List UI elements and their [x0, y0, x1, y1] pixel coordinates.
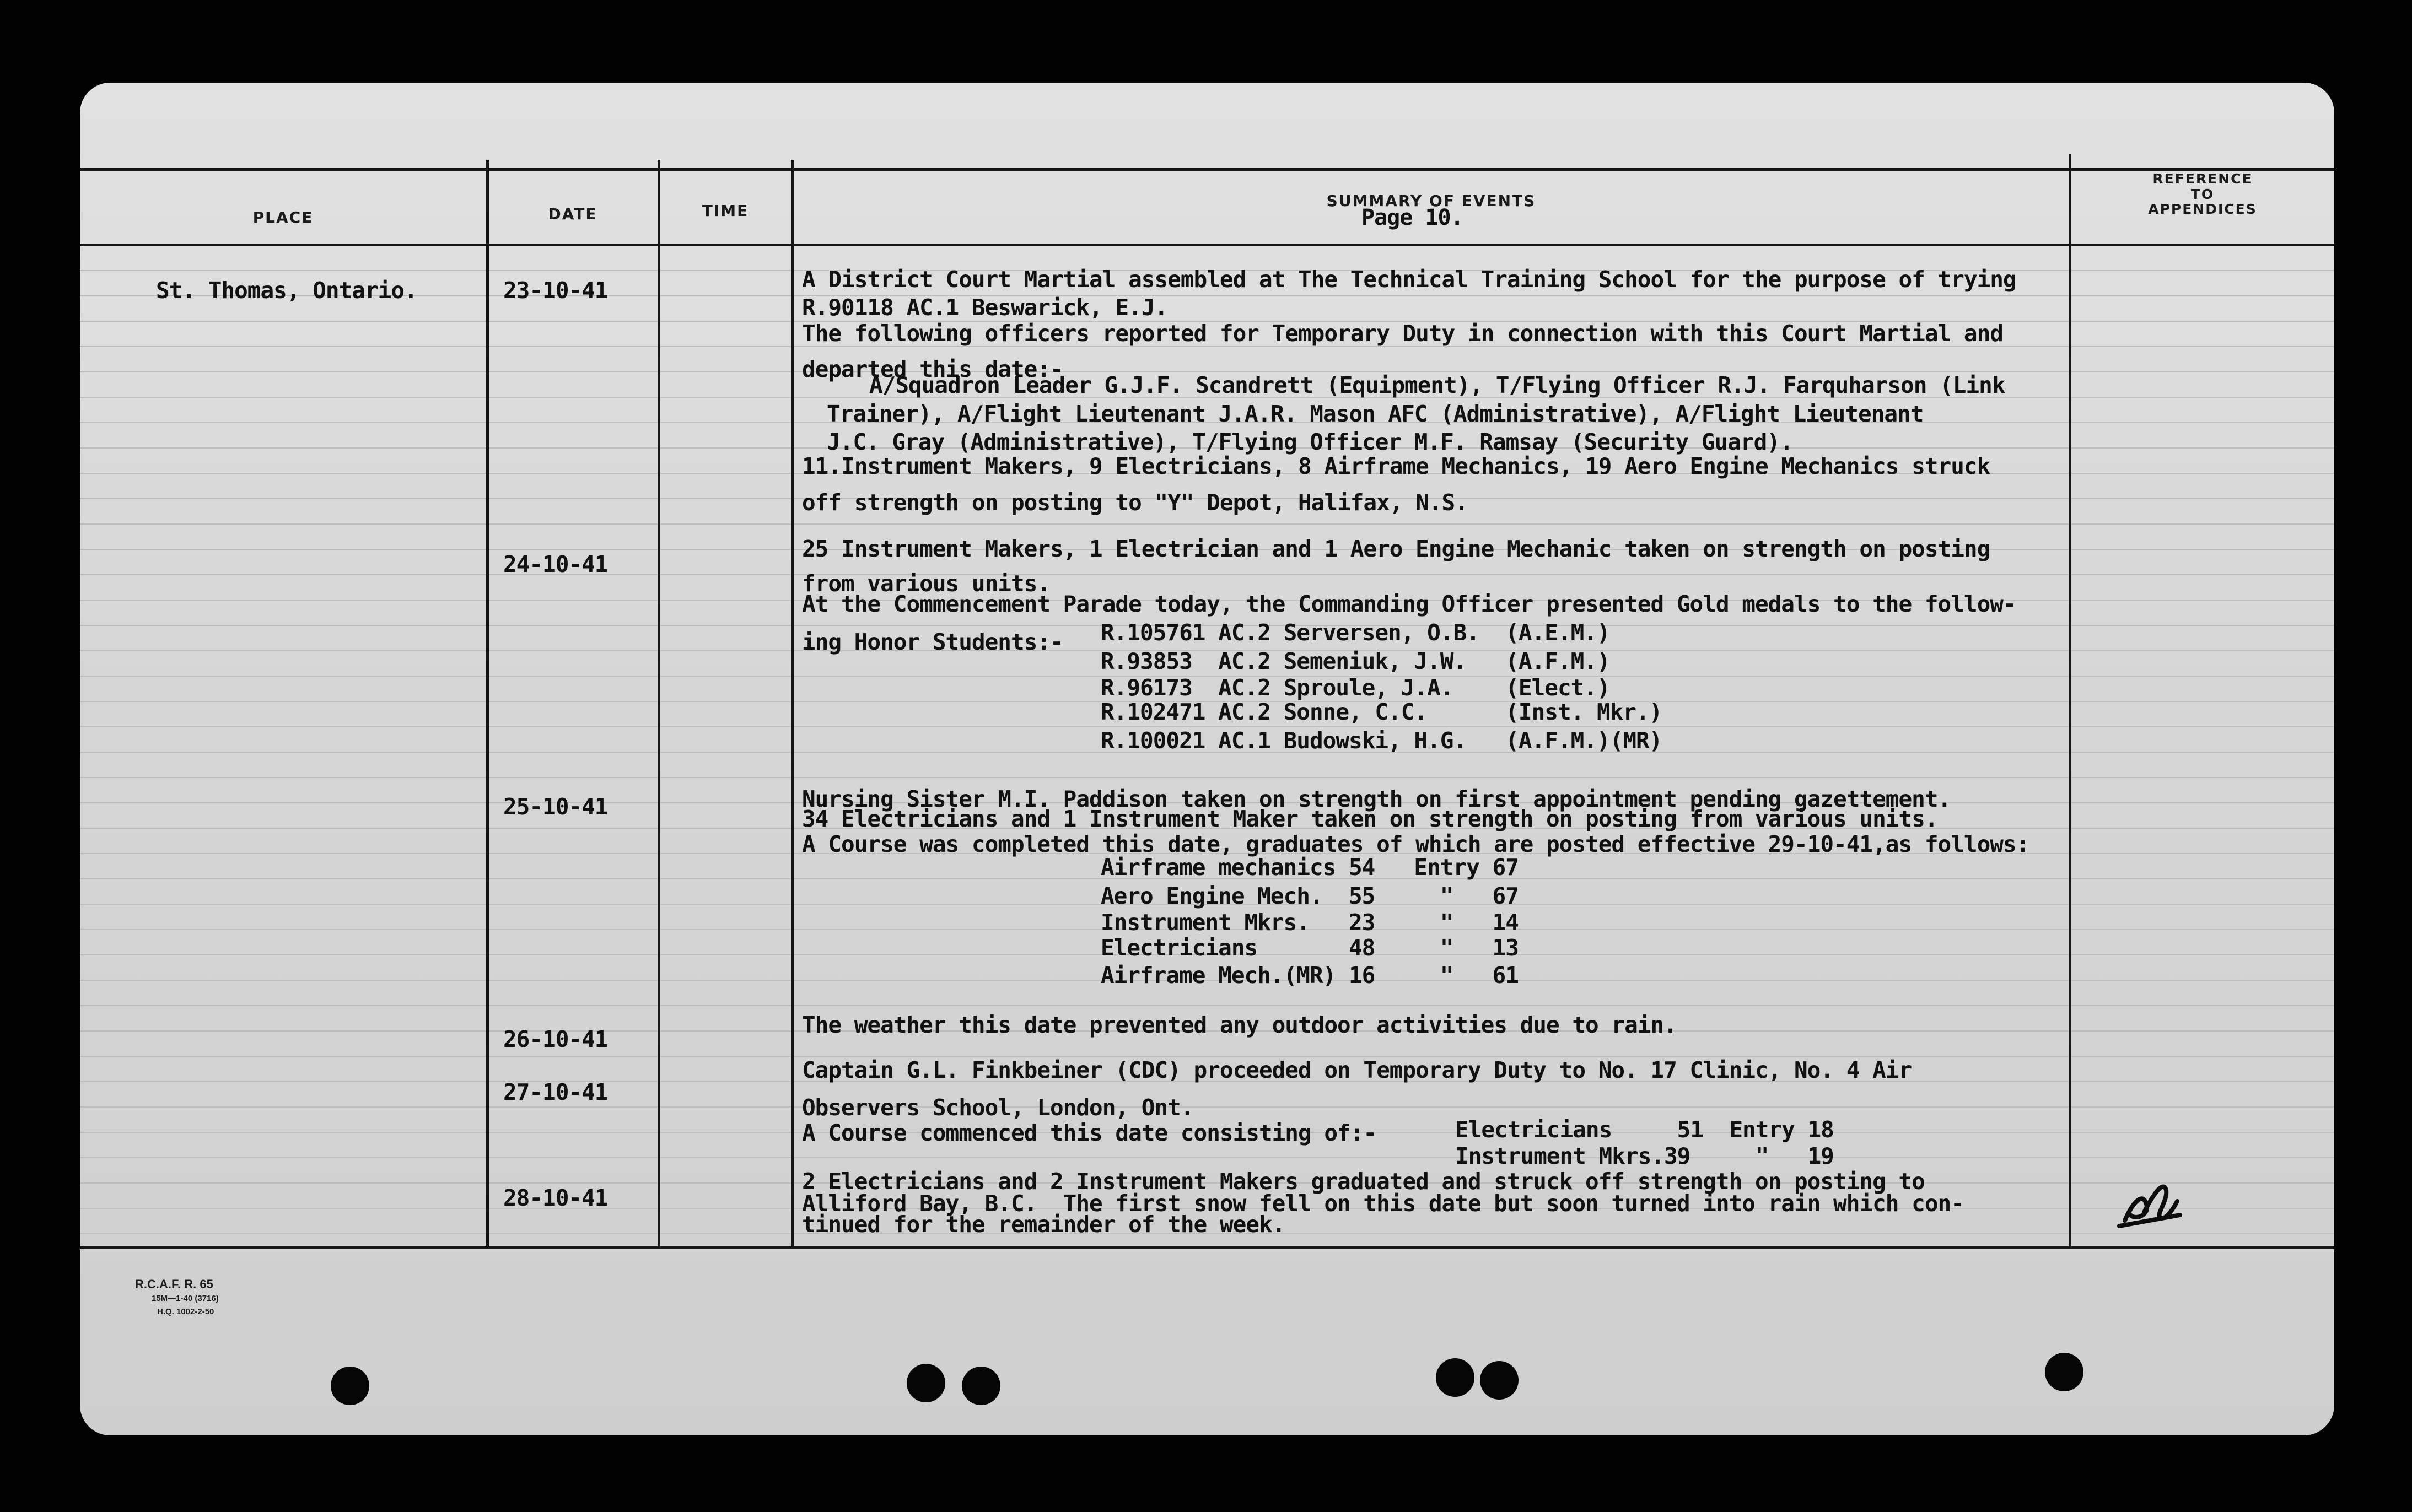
event-line: Observers School, London, Ont.	[802, 1094, 1194, 1121]
reference-header-line1: REFERENCE	[2152, 171, 2253, 187]
graduates-line: Airframe mechanics 54 Entry 67	[1101, 854, 1519, 881]
binder-hole	[1480, 1361, 1519, 1400]
event-line: tinued for the remainder of the week.	[802, 1211, 1285, 1238]
event-line: A Course was completed this date, graduates of which are posted effective 29-10-41,as follows:	[802, 831, 2029, 857]
place-column-header: PLACE	[252, 208, 314, 226]
honor-student-line: R.96173 AC.2 Sproule, J.A. (Elect.)	[1101, 674, 1610, 701]
honor-student-line: R.100021 AC.1 Budowski, H.G. (A.F.M.)(MR)	[1101, 727, 1662, 754]
event-line: Captain G.L. Finkbeiner (CDC) proceeded on Temporary Duty to No. 17 Clinic, No. 4 Air	[802, 1057, 1912, 1083]
event-line: At the Commencement Parade today, the Commanding Officer presented Gold medals to the follow-	[802, 591, 2016, 617]
date-column-header: DATE	[548, 205, 597, 223]
time-column-header: TIME	[702, 202, 749, 220]
graduates-line: Electricians 48 " 13	[1101, 935, 1519, 961]
date-time-divider	[658, 160, 660, 1248]
operations-record-card	[80, 83, 2334, 1435]
date-entry: 26-10-41	[503, 1026, 608, 1052]
table-bottom-rule	[80, 1246, 2334, 1249]
graduates-line: Instrument Mkrs. 23 " 14	[1101, 909, 1519, 936]
page-number: Page 10.	[1361, 205, 1463, 230]
honor-student-line: R.93853 AC.2 Semeniuk, J.W. (A.F.M.)	[1101, 648, 1610, 674]
binder-hole	[1436, 1358, 1474, 1397]
binder-hole	[2045, 1353, 2083, 1391]
graduates-line: Airframe Mech.(MR) 16 " 61	[1101, 962, 1519, 989]
event-line: A District Court Martial assembled at The Technical Training School for the purpose of trying	[802, 266, 2016, 293]
event-line: Trainer), A/Flight Lieutenant J.A.R. Mason AFC (Administrative), A/Flight Lieutenant	[827, 401, 1924, 427]
ruled-line	[80, 1157, 2334, 1158]
date-entry: 25-10-41	[503, 793, 608, 820]
date-entry: 23-10-41	[503, 277, 608, 304]
form-number: R.C.A.F. R. 65	[135, 1277, 213, 1291]
binder-hole	[962, 1367, 1000, 1405]
ruled-line	[80, 523, 2334, 525]
ruled-line	[80, 295, 2334, 296]
summary-reference-divider	[2069, 154, 2071, 1248]
event-line: Alliford Bay, B.C. The first snow fell on this date but soon turned into rain which con-	[802, 1190, 1964, 1217]
time-summary-divider	[791, 160, 794, 1248]
ruled-line	[80, 1106, 2334, 1108]
place-entry: St. Thomas, Ontario.	[156, 277, 417, 304]
header-top-rule	[80, 168, 2334, 171]
binder-hole	[331, 1367, 369, 1405]
event-line: Nursing Sister M.I. Paddison taken on strength on first appointment pending gazettement.	[802, 786, 1951, 812]
form-hq-code: H.Q. 1002-2-50	[157, 1307, 214, 1316]
date-entry: 27-10-41	[503, 1079, 608, 1105]
event-line: 2 Electricians and 2 Instrument Makers graduated and struck off strength on posting to	[802, 1168, 1925, 1195]
event-line: 11.Instrument Makers, 9 Electricians, 8 Airframe Mechanics, 19 Aero Engine Mechanics struck	[802, 453, 1990, 479]
event-line: departed this date:-	[802, 356, 1063, 382]
reference-header-line3: APPENDICES	[2148, 201, 2257, 217]
event-line: J.C. Gray (Administrative), T/Flying Officer M.F. Ramsay (Security Guard).	[827, 429, 1793, 455]
ruled-line	[80, 574, 2334, 575]
honor-student-line: R.102471 AC.2 Sonne, C.C. (Inst. Mkr.)	[1101, 699, 1662, 725]
honor-student-line: R.105761 AC.2 Serversen, O.B. (A.E.M.)	[1101, 619, 1610, 646]
event-line: The weather this date prevented any outdoor activities due to rain.	[802, 1012, 1677, 1038]
event-line: The following officers reported for Temporary Duty in connection with this Court Martial and	[802, 320, 2003, 347]
summary-column-header: SUMMARY OF EVENTS	[1326, 192, 1536, 210]
header-bottom-rule	[80, 244, 2334, 246]
place-date-divider	[486, 160, 489, 1248]
event-line: R.90118 AC.1 Beswarick, E.J.	[802, 294, 1168, 321]
initials-signature	[2114, 1168, 2191, 1234]
event-line: from various units.	[802, 570, 1050, 597]
ruled-line	[80, 777, 2334, 778]
reference-header-line2: TO	[2190, 186, 2215, 202]
date-entry: 28-10-41	[503, 1185, 608, 1211]
event-line: A Course commenced this date consisting of:-	[802, 1120, 1377, 1146]
form-print-code: 15M—1-40 (3716)	[152, 1294, 219, 1303]
date-entry: 24-10-41	[503, 551, 608, 577]
binder-hole	[907, 1364, 945, 1402]
event-line: ing Honor Students:-	[802, 629, 1063, 655]
course-line: Instrument Mkrs.39 " 19	[1455, 1143, 1834, 1169]
event-line: A/Squadron Leader G.J.F. Scandrett (Equipment), T/Flying Officer R.J. Farquharson (Link	[869, 372, 2005, 398]
graduates-line: Aero Engine Mech. 55 " 67	[1101, 883, 1519, 909]
event-line: 34 Electricians and 1 Instrument Maker taken on strength on posting from various units.	[802, 806, 1938, 832]
ruled-line	[80, 1005, 2334, 1006]
course-line: Electricians 51 Entry 18	[1455, 1116, 1834, 1143]
event-line: off strength on posting to "Y" Depot, Halifax, N.S.	[802, 489, 1468, 516]
event-line: 25 Instrument Makers, 1 Electrician and 1 Aero Engine Mechanic taken on strength on posting	[802, 536, 1990, 562]
